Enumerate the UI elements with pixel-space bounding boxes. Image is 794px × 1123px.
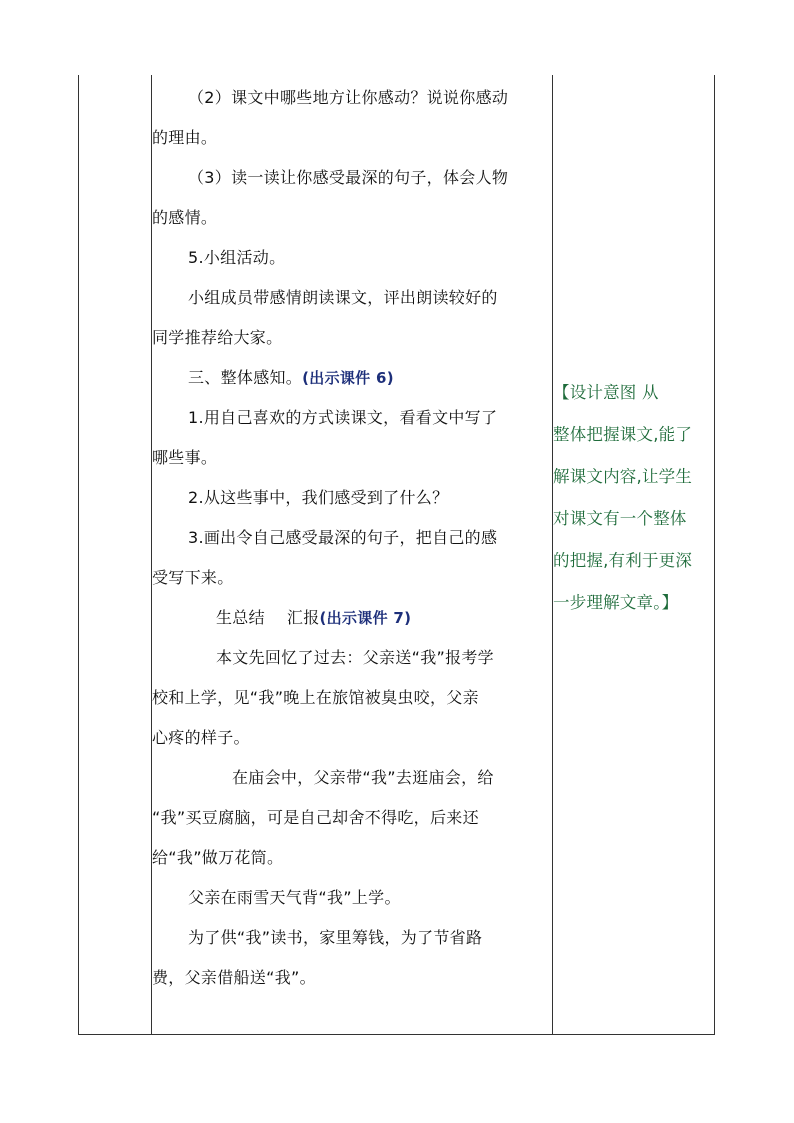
text-2-line3: 给“我”做万花筒。 <box>152 848 284 867</box>
question-2-line1: （2）课文中哪些地方让你感动？说说你感动 <box>188 88 509 107</box>
design-intent-line2: 整体把握课文,能了 <box>553 425 693 444</box>
table-border-left <box>78 75 79 1035</box>
item-3-line1: 3.画出令自己感受最深的句子，把自己的感 <box>188 528 498 547</box>
design-intent-cell <box>553 372 715 624</box>
design-intent-line4: 对课文有一个整体 <box>553 509 687 528</box>
question-2-line2: 的理由。 <box>152 128 218 147</box>
table-border-bottom <box>78 1034 715 1035</box>
text-2-line1: 在庙会中，父亲带“我”去逛庙会，给 <box>232 768 494 787</box>
design-intent-line3: 解课文内容,让学生 <box>553 467 693 486</box>
courseware-6-label: (出示课件 6) <box>302 369 394 387</box>
text-4-line2: 费，父亲借船送“我”。 <box>152 968 316 987</box>
section-3-heading <box>152 358 552 398</box>
courseware-7-label: (出示课件 7) <box>319 609 412 627</box>
summary-report-heading <box>152 598 552 638</box>
question-3-line2: 的感情。 <box>152 208 218 227</box>
report-label: 汇报 <box>286 608 320 627</box>
text-1-line3: 心疼的样子。 <box>152 728 250 747</box>
teaching-process-cell <box>152 78 552 998</box>
design-intent-line6: 一步理解文章。】 <box>553 593 679 612</box>
design-intent-line1: 【设计意图 从 <box>553 383 659 402</box>
item-3-line2: 受写下来。 <box>152 568 234 587</box>
text-1-line2: 校和上学，见“我”晚上在旅馆被臭虫咬，父亲 <box>152 688 479 707</box>
item-2: 2.从这些事中，我们感受到了什么？ <box>188 488 449 507</box>
section-3-title: 三、整体感知。 <box>188 368 303 387</box>
text-1-line1: 本文先回忆了过去：父亲送“我”报考学 <box>216 648 494 667</box>
summary-label: 生总结 <box>216 608 265 627</box>
group-activity-line1: 小组成员带感情朗读课文，评出朗读较好的 <box>188 288 498 307</box>
text-4-line1: 为了供“我”读书，家里筹钱，为了节省路 <box>188 928 483 947</box>
group-activity-line2: 同学推荐给大家。 <box>152 328 283 347</box>
text-2-line2: “我”买豆腐脑，可是自己却舍不得吃，后来还 <box>152 808 479 827</box>
item-1-line1: 1.用自己喜欢的方式读课文，看看文中写了 <box>188 408 498 427</box>
question-3-line1: （3）读一读让你感受最深的句子，体会人物 <box>188 168 509 187</box>
step-5: 5.小组活动。 <box>188 248 286 267</box>
design-intent-line5: 的把握,有利于更深 <box>553 551 693 570</box>
item-1-line2: 哪些事。 <box>152 448 218 467</box>
text-3: 父亲在雨雪天气背“我”上学。 <box>188 888 401 907</box>
